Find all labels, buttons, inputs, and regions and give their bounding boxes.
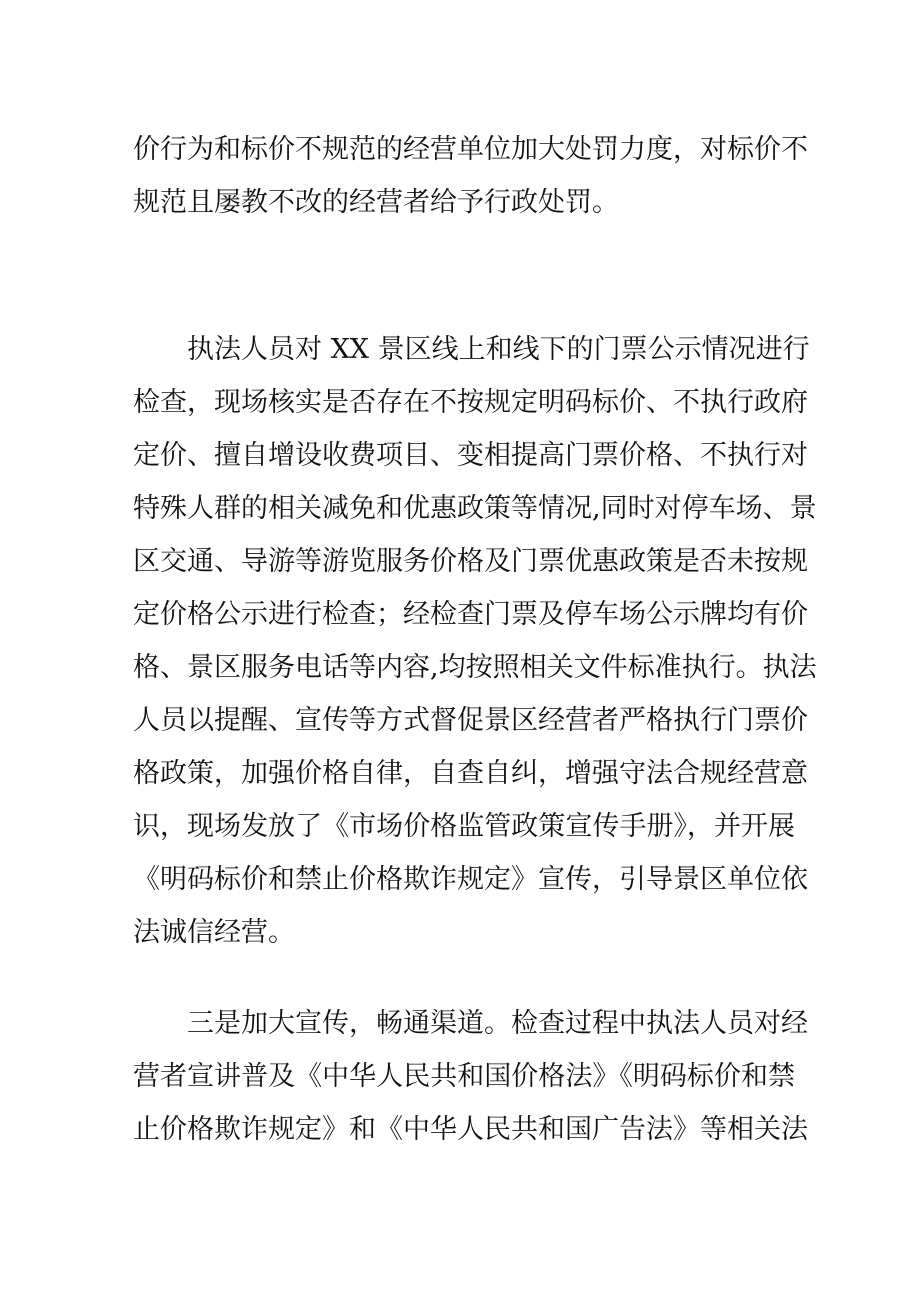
text-line: 《明码标价和禁止价格欺诈规定》宣传，引导景区单位依	[133, 864, 808, 895]
text-line: 定价格公示进行检查；经检查门票及停车场公示牌均有价	[133, 599, 808, 630]
text-line: 营者宣讲普及《中华人民共和国价格法》《明码标价和禁	[133, 1061, 795, 1092]
text-line: 止价格欺诈规定》和《中华人民共和国广告法》等相关法	[133, 1114, 808, 1145]
text-line: 识，现场发放了《市场价格监管政策宣传手册》，并开展	[133, 811, 795, 842]
text-line: 格、景区服务电话等内容,均按照相关文件标准执行。执法	[133, 652, 817, 683]
paragraph-penalty	[133, 123, 808, 229]
paragraph-publicity	[133, 997, 808, 1156]
text-line: 格政策，加强价格自律，自查自纠，增强守法合规经营意	[133, 758, 808, 789]
text-line: 定价、擅自增设收费项目、变相提高门票价格、不执行对	[133, 440, 808, 471]
text-line: 价行为和标价不规范的经营单位加大处罚力度，对标价不	[133, 134, 808, 165]
text-line: 执法人员对 XX 景区线上和线下的门票公示情况进行	[187, 334, 810, 365]
text-line: 检查，现场核实是否存在不按规定明码标价、不执行政府	[133, 387, 808, 418]
text-line: 法诚信经营。	[133, 917, 295, 948]
text-line: 三是加大宣传，畅通渠道。检查过程中执法人员对经	[187, 1008, 808, 1039]
text-line: 规范且屡教不改的经营者给予行政处罚。	[133, 187, 619, 218]
text-line: 区交通、导游等游览服务价格及门票优惠政策是否未按规	[133, 546, 808, 577]
text-line: 人员以提醒、宣传等方式督促景区经营者严格执行门票价	[133, 705, 808, 736]
text-line: 特殊人群的相关减免和优惠政策等情况,同时对停车场、景	[133, 493, 817, 524]
paragraph-inspection	[133, 323, 817, 959]
